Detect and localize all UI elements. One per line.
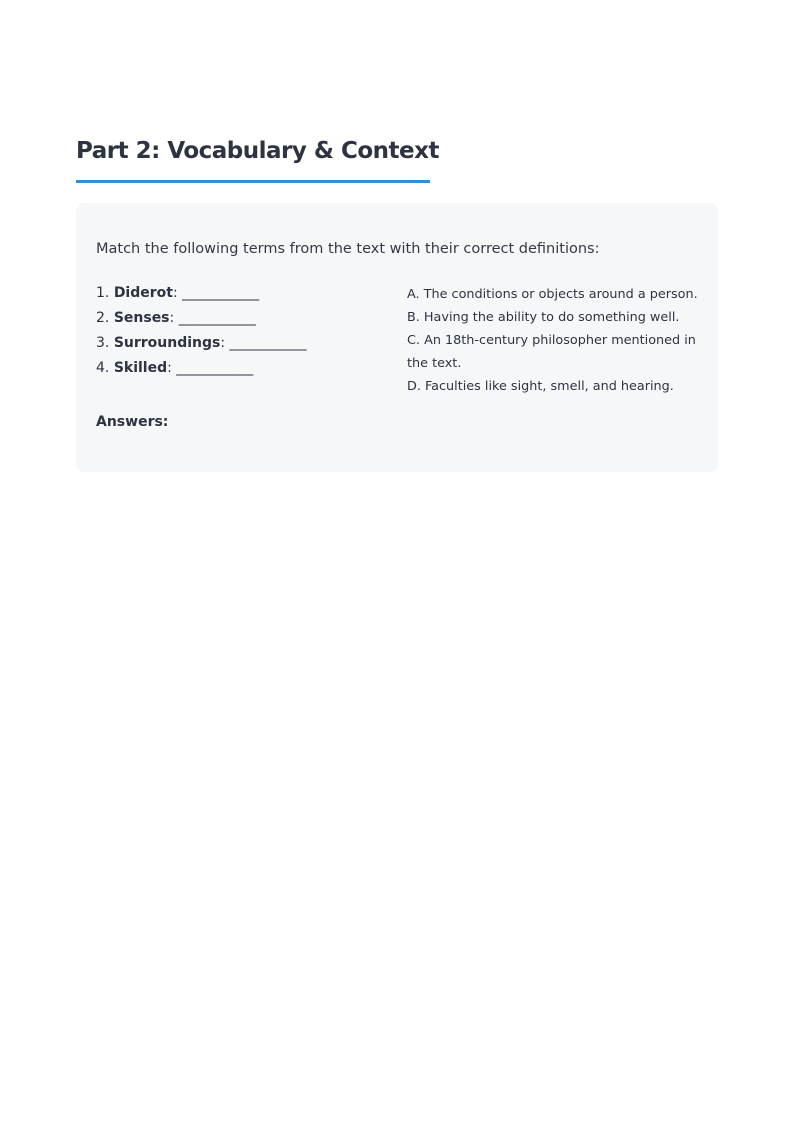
term: Surroundings: [113, 335, 221, 351]
terms-list: [96, 283, 307, 383]
term: Skilled: [113, 360, 168, 376]
term-number: 2.: [96, 310, 110, 326]
term-number: 4.: [96, 360, 110, 376]
term: Senses: [113, 310, 170, 326]
definition-item: C. An 18th-century philosopher mentioned in the text.: [407, 333, 696, 371]
definition-item: B. Having the ability to do something well.: [407, 310, 680, 325]
definitions-list: [407, 283, 707, 398]
answer-blank: : ___________: [220, 335, 307, 351]
definition-item: A. The conditions or objects around a person.: [407, 287, 698, 302]
exercise-box: [76, 203, 718, 472]
term-number: 3.: [96, 335, 110, 351]
term: Diderot: [113, 285, 173, 301]
instructions: Match the following terms from the text with their correct definitions:: [96, 241, 600, 257]
section-title: Part 2: Vocabulary & Context: [76, 138, 439, 164]
answers-label: Answers:: [96, 414, 169, 430]
term-item: [96, 333, 307, 358]
answer-blank: : ___________: [169, 310, 256, 326]
term-item: [96, 358, 307, 383]
answer-blank: : ___________: [172, 285, 260, 301]
definition-item: D. Faculties like sight, smell, and hearing.: [407, 379, 674, 394]
title-underline: [76, 180, 430, 183]
answer-blank: : ___________: [167, 360, 254, 376]
term-item: [96, 308, 307, 333]
term-number: 1.: [96, 285, 110, 301]
term-item: [96, 283, 307, 308]
